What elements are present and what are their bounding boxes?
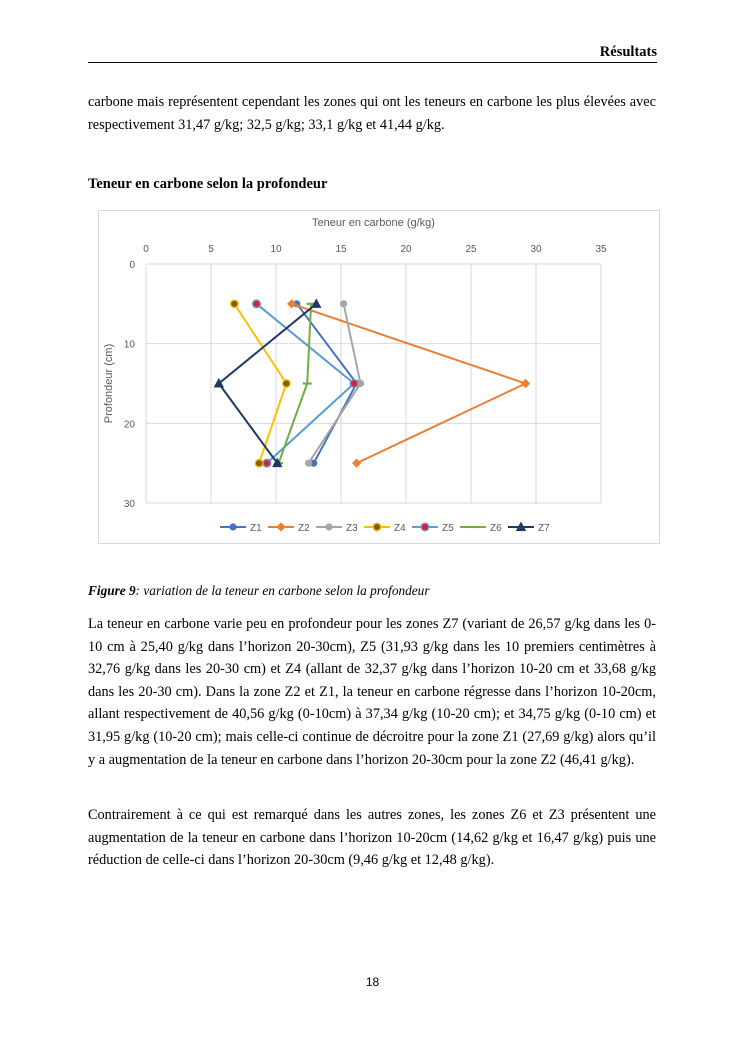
- x-tick-label: 10: [270, 244, 282, 255]
- intro-paragraph: carbone mais représentent cependant les zones qui ont les teneurs en carbone les plus élevées avec respectivement 31,47 g/kg; 32,5 g/kg; 33,1 g/kg et 41,44 g/kg.: [88, 94, 656, 133]
- legend-marker-z4: [373, 523, 381, 531]
- figure-caption-text: : variation de la teneur en carbone selon la profondeur: [135, 583, 430, 598]
- data-point-z5: [263, 459, 271, 467]
- section-title: Teneur en carbone selon la profondeur: [88, 176, 328, 192]
- y-tick-label: 0: [129, 260, 135, 271]
- legend-label-z5: Z5: [442, 523, 454, 534]
- y-tick-label: 10: [123, 339, 135, 351]
- x-tick-label: 35: [595, 244, 607, 255]
- second-paragraph: Contrairement à ce qui est remarqué dans les autres zones, les zones Z6 et Z3 présentent une augmentation de la teneur en carbone dans l’horizon 10-20cm (14,62 g/kg et 16,47 g/kg) puis une réduction de celle-ci dans l’horizon 20-30cm (9,46 g/kg et 12,48 g/kg).: [88, 807, 656, 869]
- data-point-z4: [283, 380, 291, 388]
- legend-marker-z5: [421, 523, 429, 531]
- x-tick-label: 15: [335, 244, 347, 255]
- main-paragraph: La teneur en carbone varie peu en profondeur pour les zones Z7 (variant de 26,57 g/kg dans les 0-10 cm à 25,40 g/kg dans l’horizon 20-30cm), Z5 (31,93 g/kg dans les 10 premiers centimètres à 32,76 g/kg dans les 20-30 cm) et Z4 (allant de 32,37 g/kg dans l’horizon 10-20 cm et 33,68 g/kg dans les 20-30 cm). Dans la zone Z2 et Z1, la teneur en carbone régresse dans l’horizon 10-20cm, allant respectivement de 40,56 g/kg (0-10cm) à 37,34 g/kg (10-20 cm); et 34,75 g/kg (0-10 cm) et 31,95 g/kg (10-20 cm); mais celle-ci continue de décroitre pour la zone Z1 (27,69 g/kg) alors qu’il y a augmentation de la teneur en carbone dans l’horizon 20-30cm pour la zone Z2 (46,41 g/kg).: [88, 616, 656, 768]
- legend-label-z3: Z3: [346, 523, 358, 534]
- legend-label-z6: Z6: [490, 523, 502, 534]
- data-point-z2: [521, 379, 530, 388]
- y-axis-label: Profondeur (cm): [103, 343, 115, 424]
- x-tick-label: 30: [530, 244, 542, 255]
- legend-label-z2: Z2: [298, 523, 310, 534]
- chart-svg: [99, 211, 661, 545]
- figure-caption: [88, 583, 430, 599]
- figure-label: Figure 9: [88, 583, 136, 598]
- data-point-z3: [340, 300, 347, 307]
- legend-label-z4: Z4: [394, 523, 406, 534]
- carbon-depth-chart: [98, 210, 660, 544]
- data-point-z5: [253, 300, 261, 308]
- legend-marker-z2: [276, 522, 285, 531]
- legend-label-z7: Z7: [538, 523, 550, 534]
- legend-label-z1: Z1: [250, 523, 262, 534]
- page-number: 18: [365, 975, 380, 989]
- y-tick-label: 20: [123, 419, 135, 431]
- page-header-title: Résultats: [599, 44, 657, 60]
- legend-marker-z1: [229, 523, 236, 530]
- data-point-z4: [231, 300, 239, 308]
- x-tick-label: 20: [400, 244, 412, 255]
- legend-marker-z3: [325, 523, 332, 530]
- data-point-z2: [352, 459, 361, 468]
- data-point-z2: [287, 299, 296, 308]
- x-tick-label: 5: [208, 244, 214, 255]
- data-point-z4: [255, 459, 263, 467]
- data-point-z3: [305, 460, 312, 467]
- header-rule: [88, 62, 657, 63]
- chart-title: Teneur en carbone (g/kg): [312, 217, 435, 229]
- y-tick-label: 30: [123, 499, 135, 510]
- x-tick-label: 0: [143, 244, 149, 255]
- data-point-z5: [350, 380, 358, 388]
- x-tick-label: 25: [465, 244, 477, 255]
